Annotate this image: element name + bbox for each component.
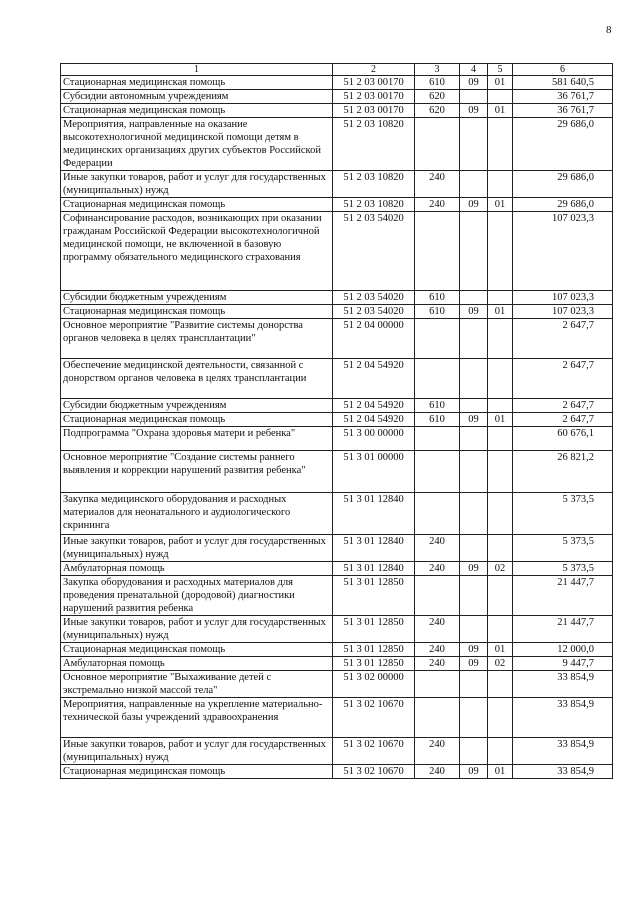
cell-pr xyxy=(488,171,513,198)
cell-vr: 240 xyxy=(415,198,460,212)
cell-sum: 29 686,0 xyxy=(513,198,613,212)
cell-name: Основное мероприятие "Выхаживание детей с экстремально низкой массой тела" xyxy=(61,671,333,698)
cell-rz xyxy=(460,291,488,305)
cell-name: Стационарная медицинская помощь xyxy=(61,643,333,657)
cell-name: Иные закупки товаров, работ и услуг для государственных (муниципальных) нужд xyxy=(61,535,333,562)
cell-vr: 620 xyxy=(415,104,460,118)
cell-vr xyxy=(415,359,460,399)
cell-sum: 107 023,3 xyxy=(513,305,613,319)
cell-sum: 21 447,7 xyxy=(513,576,613,616)
cell-pr xyxy=(488,576,513,616)
table-row xyxy=(61,643,613,657)
table-row xyxy=(61,765,613,779)
cell-rz xyxy=(460,399,488,413)
cell-vr: 610 xyxy=(415,291,460,305)
cell-sum: 60 676,1 xyxy=(513,427,613,451)
cell-pr: 01 xyxy=(488,413,513,427)
cell-pr xyxy=(488,671,513,698)
cell-sum: 33 854,9 xyxy=(513,738,613,765)
cell-pr: 01 xyxy=(488,765,513,779)
page-number: 8 xyxy=(606,24,612,36)
cell-code: 51 2 03 00170 xyxy=(333,104,415,118)
cell-name: Обеспечение медицинской деятельности, связанной с донорством органов человека в целях трансплантации xyxy=(61,359,333,399)
cell-code: 51 2 04 54920 xyxy=(333,359,415,399)
table-row xyxy=(61,319,613,359)
table-row xyxy=(61,198,613,212)
table-row xyxy=(61,671,613,698)
cell-rz: 09 xyxy=(460,305,488,319)
cell-pr xyxy=(488,212,513,291)
cell-vr xyxy=(415,493,460,535)
cell-rz xyxy=(460,427,488,451)
cell-rz xyxy=(460,576,488,616)
cell-name: Иные закупки товаров, работ и услуг для государственных (муниципальных) нужд xyxy=(61,171,333,198)
cell-pr: 01 xyxy=(488,76,513,90)
cell-pr: 01 xyxy=(488,198,513,212)
cell-rz xyxy=(460,171,488,198)
table-row xyxy=(61,76,613,90)
cell-name: Иные закупки товаров, работ и услуг для государственных (муниципальных) нужд xyxy=(61,738,333,765)
cell-rz: 09 xyxy=(460,765,488,779)
cell-pr xyxy=(488,118,513,171)
cell-name: Основное мероприятие "Развитие системы донорства органов человека в целях трансплантации" xyxy=(61,319,333,359)
cell-name: Стационарная медицинская помощь xyxy=(61,305,333,319)
cell-vr xyxy=(415,576,460,616)
cell-sum: 36 761,7 xyxy=(513,104,613,118)
cell-name: Иные закупки товаров, работ и услуг для государственных (муниципальных) нужд xyxy=(61,616,333,643)
cell-sum: 2 647,7 xyxy=(513,413,613,427)
table-row xyxy=(61,535,613,562)
table-row xyxy=(61,451,613,493)
cell-vr: 240 xyxy=(415,535,460,562)
cell-code: 51 3 02 10670 xyxy=(333,765,415,779)
cell-code: 51 3 01 12840 xyxy=(333,535,415,562)
table-row xyxy=(61,698,613,738)
cell-rz xyxy=(460,451,488,493)
cell-name: Амбулаторная помощь xyxy=(61,657,333,671)
cell-sum: 5 373,5 xyxy=(513,535,613,562)
cell-name: Стационарная медицинская помощь xyxy=(61,76,333,90)
cell-vr xyxy=(415,427,460,451)
cell-sum: 5 373,5 xyxy=(513,562,613,576)
cell-name: Субсидии бюджетным учреждениям xyxy=(61,291,333,305)
table-row xyxy=(61,359,613,399)
cell-vr: 620 xyxy=(415,90,460,104)
cell-name: Софинансирование расходов, возникающих при оказании гражданам Российской Федерации высокотехнологичной медицинской помощи, не включенной в базовую программу обязательного медицинского страхования xyxy=(61,212,333,291)
cell-pr xyxy=(488,451,513,493)
cell-vr xyxy=(415,698,460,738)
cell-rz: 09 xyxy=(460,198,488,212)
table-row xyxy=(61,212,613,291)
cell-vr: 610 xyxy=(415,76,460,90)
table-row xyxy=(61,616,613,643)
cell-code: 51 3 01 12840 xyxy=(333,493,415,535)
cell-code: 51 3 02 00000 xyxy=(333,671,415,698)
cell-code: 51 3 02 10670 xyxy=(333,698,415,738)
header-cell-3: 3 xyxy=(415,64,460,76)
table-row xyxy=(61,738,613,765)
table-row xyxy=(61,657,613,671)
cell-rz xyxy=(460,212,488,291)
cell-pr xyxy=(488,90,513,104)
cell-sum: 581 640,5 xyxy=(513,76,613,90)
cell-pr xyxy=(488,535,513,562)
cell-vr: 240 xyxy=(415,616,460,643)
cell-name: Стационарная медицинская помощь xyxy=(61,198,333,212)
cell-vr: 240 xyxy=(415,657,460,671)
cell-vr xyxy=(415,451,460,493)
cell-code: 51 2 04 54920 xyxy=(333,413,415,427)
cell-code: 51 3 01 12840 xyxy=(333,562,415,576)
cell-sum: 33 854,9 xyxy=(513,765,613,779)
cell-rz xyxy=(460,698,488,738)
table-row xyxy=(61,104,613,118)
table-row xyxy=(61,291,613,305)
cell-name: Мероприятия, направленные на оказание высокотехнологичной медицинской помощи детям в медицинских организациях других субъектов Российской Федерации xyxy=(61,118,333,171)
cell-rz xyxy=(460,535,488,562)
cell-code: 51 3 02 10670 xyxy=(333,738,415,765)
cell-sum: 107 023,3 xyxy=(513,212,613,291)
cell-sum: 26 821,2 xyxy=(513,451,613,493)
cell-name: Закупка оборудования и расходных материалов для проведения пренатальной (дородовой) диагностики нарушений развития ребенка xyxy=(61,576,333,616)
table-row xyxy=(61,399,613,413)
cell-vr: 240 xyxy=(415,738,460,765)
cell-code: 51 3 01 12850 xyxy=(333,576,415,616)
cell-code: 51 2 03 10820 xyxy=(333,118,415,171)
cell-rz xyxy=(460,90,488,104)
cell-name: Субсидии автономным учреждениям xyxy=(61,90,333,104)
cell-rz xyxy=(460,738,488,765)
cell-vr: 240 xyxy=(415,562,460,576)
budget-table xyxy=(60,63,613,779)
cell-sum: 2 647,7 xyxy=(513,319,613,359)
cell-code: 51 2 04 00000 xyxy=(333,319,415,359)
table-header-row xyxy=(61,64,613,76)
cell-name: Основное мероприятие "Создание системы раннего выявления и коррекции нарушений развития ребенка" xyxy=(61,451,333,493)
cell-rz xyxy=(460,319,488,359)
table-row xyxy=(61,305,613,319)
cell-vr xyxy=(415,212,460,291)
cell-sum: 9 447,7 xyxy=(513,657,613,671)
cell-name: Стационарная медицинская помощь xyxy=(61,413,333,427)
cell-sum: 2 647,7 xyxy=(513,399,613,413)
header-cell-6: 6 xyxy=(513,64,613,76)
cell-pr xyxy=(488,291,513,305)
table-row xyxy=(61,413,613,427)
header-cell-1: 1 xyxy=(61,64,333,76)
header-cell-4: 4 xyxy=(460,64,488,76)
cell-rz xyxy=(460,493,488,535)
cell-rz: 09 xyxy=(460,76,488,90)
cell-name: Стационарная медицинская помощь xyxy=(61,765,333,779)
cell-pr xyxy=(488,427,513,451)
cell-vr: 240 xyxy=(415,643,460,657)
cell-code: 51 2 03 54020 xyxy=(333,305,415,319)
cell-rz: 09 xyxy=(460,657,488,671)
table-row xyxy=(61,118,613,171)
cell-sum: 12 000,0 xyxy=(513,643,613,657)
cell-pr: 01 xyxy=(488,643,513,657)
cell-sum: 29 686,0 xyxy=(513,171,613,198)
cell-rz: 09 xyxy=(460,643,488,657)
cell-pr xyxy=(488,616,513,643)
table-row xyxy=(61,427,613,451)
cell-code: 51 3 01 12850 xyxy=(333,616,415,643)
cell-pr xyxy=(488,399,513,413)
cell-pr: 01 xyxy=(488,104,513,118)
cell-name: Подпрограмма "Охрана здоровья матери и ребенка" xyxy=(61,427,333,451)
cell-sum: 107 023,3 xyxy=(513,291,613,305)
cell-rz: 09 xyxy=(460,104,488,118)
cell-sum: 21 447,7 xyxy=(513,616,613,643)
table-row xyxy=(61,171,613,198)
cell-rz: 09 xyxy=(460,413,488,427)
cell-vr xyxy=(415,319,460,359)
cell-pr: 01 xyxy=(488,305,513,319)
cell-code: 51 2 03 54020 xyxy=(333,212,415,291)
cell-rz: 09 xyxy=(460,562,488,576)
cell-pr xyxy=(488,359,513,399)
cell-code: 51 3 01 12850 xyxy=(333,643,415,657)
cell-code: 51 2 03 00170 xyxy=(333,90,415,104)
cell-vr: 610 xyxy=(415,305,460,319)
cell-rz xyxy=(460,118,488,171)
cell-vr xyxy=(415,671,460,698)
cell-sum: 5 373,5 xyxy=(513,493,613,535)
cell-rz xyxy=(460,671,488,698)
cell-name: Закупка медицинского оборудования и расходных материалов для неонатального и аудиологического скрининга xyxy=(61,493,333,535)
cell-vr: 610 xyxy=(415,413,460,427)
cell-pr: 02 xyxy=(488,562,513,576)
cell-pr xyxy=(488,738,513,765)
cell-pr xyxy=(488,698,513,738)
cell-code: 51 3 01 00000 xyxy=(333,451,415,493)
cell-sum: 2 647,7 xyxy=(513,359,613,399)
cell-code: 51 2 03 00170 xyxy=(333,76,415,90)
table-row xyxy=(61,576,613,616)
cell-sum: 33 854,9 xyxy=(513,698,613,738)
cell-pr xyxy=(488,493,513,535)
header-cell-5: 5 xyxy=(488,64,513,76)
cell-code: 51 2 03 10820 xyxy=(333,198,415,212)
cell-name: Амбулаторная помощь xyxy=(61,562,333,576)
cell-pr xyxy=(488,319,513,359)
cell-rz xyxy=(460,616,488,643)
table-row xyxy=(61,493,613,535)
table-row xyxy=(61,562,613,576)
cell-code: 51 3 00 00000 xyxy=(333,427,415,451)
cell-vr: 240 xyxy=(415,171,460,198)
cell-vr: 240 xyxy=(415,765,460,779)
cell-sum: 36 761,7 xyxy=(513,90,613,104)
cell-code: 51 3 01 12850 xyxy=(333,657,415,671)
header-cell-2: 2 xyxy=(333,64,415,76)
cell-vr xyxy=(415,118,460,171)
cell-pr: 02 xyxy=(488,657,513,671)
cell-name: Субсидии бюджетным учреждениям xyxy=(61,399,333,413)
cell-rz xyxy=(460,359,488,399)
cell-code: 51 2 03 54020 xyxy=(333,291,415,305)
cell-name: Мероприятия, направленные на укрепление материально-технической базы учреждений здравоохранения xyxy=(61,698,333,738)
cell-code: 51 2 03 10820 xyxy=(333,171,415,198)
table-row xyxy=(61,90,613,104)
cell-code: 51 2 04 54920 xyxy=(333,399,415,413)
cell-sum: 29 686,0 xyxy=(513,118,613,171)
cell-vr: 610 xyxy=(415,399,460,413)
cell-sum: 33 854,9 xyxy=(513,671,613,698)
cell-name: Стационарная медицинская помощь xyxy=(61,104,333,118)
